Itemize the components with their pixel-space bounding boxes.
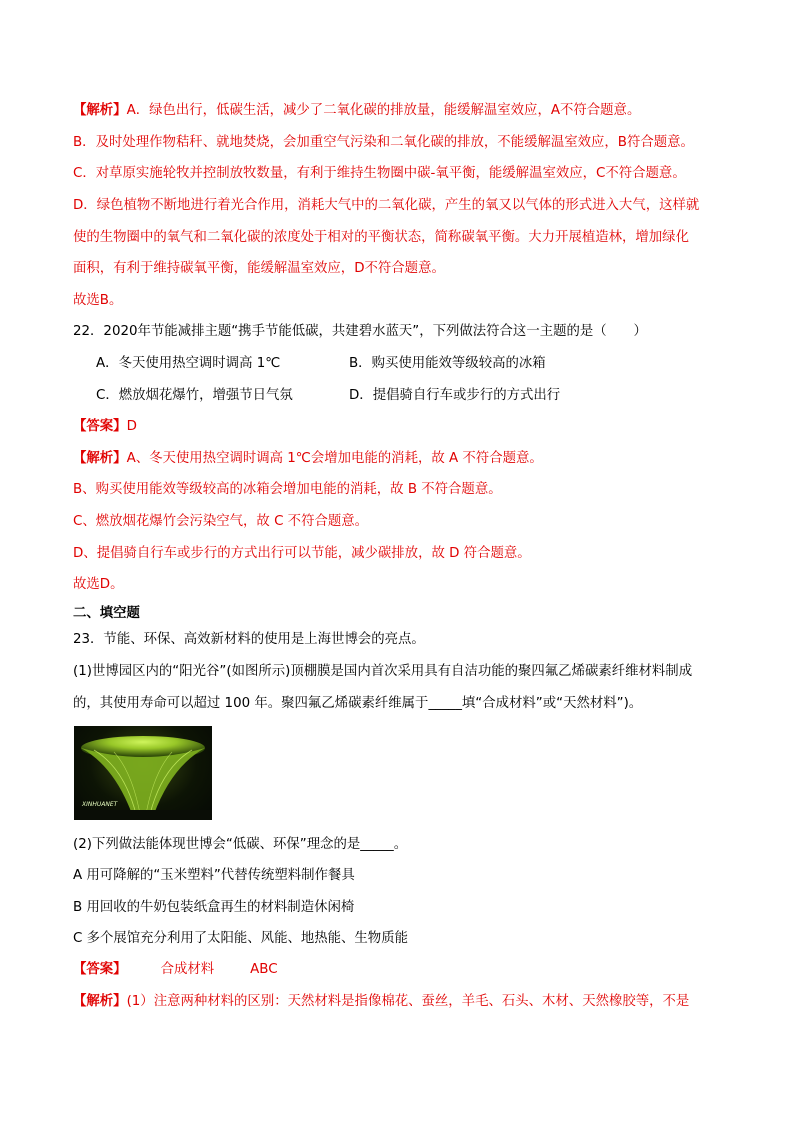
sun-valley-photo: [74, 726, 212, 820]
question-23-option-b: B 用回收的牛奶包装纸盒再生的材料制造休闲椅: [73, 900, 355, 915]
answer-1: 合成材料: [160, 962, 215, 977]
question-22-analysis-a: 【解析】A、冬天使用热空调时调高 1℃会增加电能的消耗，故 A 不符合题意。: [73, 451, 543, 466]
question-22-option-a: A．冬天使用热空调时调高 1℃: [96, 356, 281, 371]
question-23-stem: 23．节能、环保、高效新材料的使用是上海世博会的亮点。: [73, 632, 425, 647]
photo-watermark: XINHUANET: [82, 801, 118, 808]
question-23-part2: (2)下列做法能体现世博会“低碳、环保”理念的是_____。: [73, 837, 408, 852]
question-23-option-c: C 多个展馆充分利用了太阳能、风能、地热能、生物质能: [73, 931, 408, 946]
analysis-21-conclusion: 故选B。: [73, 293, 123, 308]
question-22-option-c: C．燃放烟花爆竹，增强节日气氛: [96, 388, 293, 403]
analysis-21-line-d2: 使的生物圈中的氧气和二氧化碳的浓度处于相对的平衡状态，简称碳氧平衡。大力开展植造林，增加绿化: [73, 230, 689, 245]
analysis-21-line-d3: 面积，有利于维持碳氧平衡，能缓解温室效应，D不符合题意。: [73, 261, 445, 276]
question-23-part1-line1: (1)世博园区内的“阳光谷”(如图所示)顶棚膜是国内首次采用具有自洁功能的聚四氟乙烯碳素纤维材料制成: [73, 664, 693, 679]
question-22-analysis-b: B、购买使用能效等级较高的冰箱会增加电能的消耗，故 B 不符合题意。: [73, 482, 502, 497]
analysis-21-line-b: B．及时处理作物秸秆、就地焚烧，会加重空气污染和二氧化碳的排放，不能缓解温室效应，B符合题意。: [73, 135, 694, 150]
question-22-analysis-c: C、燃放烟花爆竹会污染空气，故 C 不符合题意。: [73, 514, 369, 529]
question-22-analysis-d: D、提倡骑自行车或步行的方式出行可以节能，减少碳排放，故 D 符合题意。: [73, 546, 531, 561]
question-22-conclusion: 故选D。: [73, 577, 124, 592]
question-23-option-a: A 用可降解的“玉米塑料”代替传统塑料制作餐具: [73, 868, 355, 883]
analysis-21-line-c: C．对草原实施轮牧并控制放牧数量，有利于维持生物圈中碳-氧平衡，能缓解温室效应，C不符合题意。: [73, 166, 686, 181]
sun-valley-drawing: [74, 726, 212, 820]
question-22-option-d: D．提倡骑自行车或步行的方式出行: [349, 388, 561, 403]
question-23-answer: 【答案】 合成材料 ABC: [73, 962, 278, 977]
question-22-option-b: B．购买使用能效等级较高的冰箱: [349, 356, 546, 371]
question-22-stem: 22．2020年节能减排主题“携手节能低碳，共建碧水蓝天”，下列做法符合这一主题的是（ ）: [73, 324, 647, 339]
analysis-21-line-d1: D．绿色植物不断地进行着光合作用，消耗大气中的二氧化碳，产生的氧又以气体的形式进入大气，这样就: [73, 198, 700, 213]
answer-2: ABC: [250, 962, 278, 977]
analysis-21-line-a: 【解析】A．绿色出行，低碳生活，减少了二氧化碳的排放量，能缓解温室效应，A不符合题意。: [73, 103, 641, 118]
analysis-label: 【解析】: [73, 103, 127, 118]
section-heading: 二、填空题: [73, 606, 140, 621]
question-23-part1-line2: 的，其使用寿命可以超过 100 年。聚四氟乙烯碳素纤维属于_____填“合成材料”或“天然材料”)。: [73, 696, 643, 711]
question-22-answer: 【答案】D: [73, 419, 137, 434]
question-23-analysis-line1: 【解析】(1）注意两种材料的区别：天然材料是指像棉花、蚕丝，羊毛、石头、木材、天然橡胶等，不是: [73, 994, 690, 1009]
